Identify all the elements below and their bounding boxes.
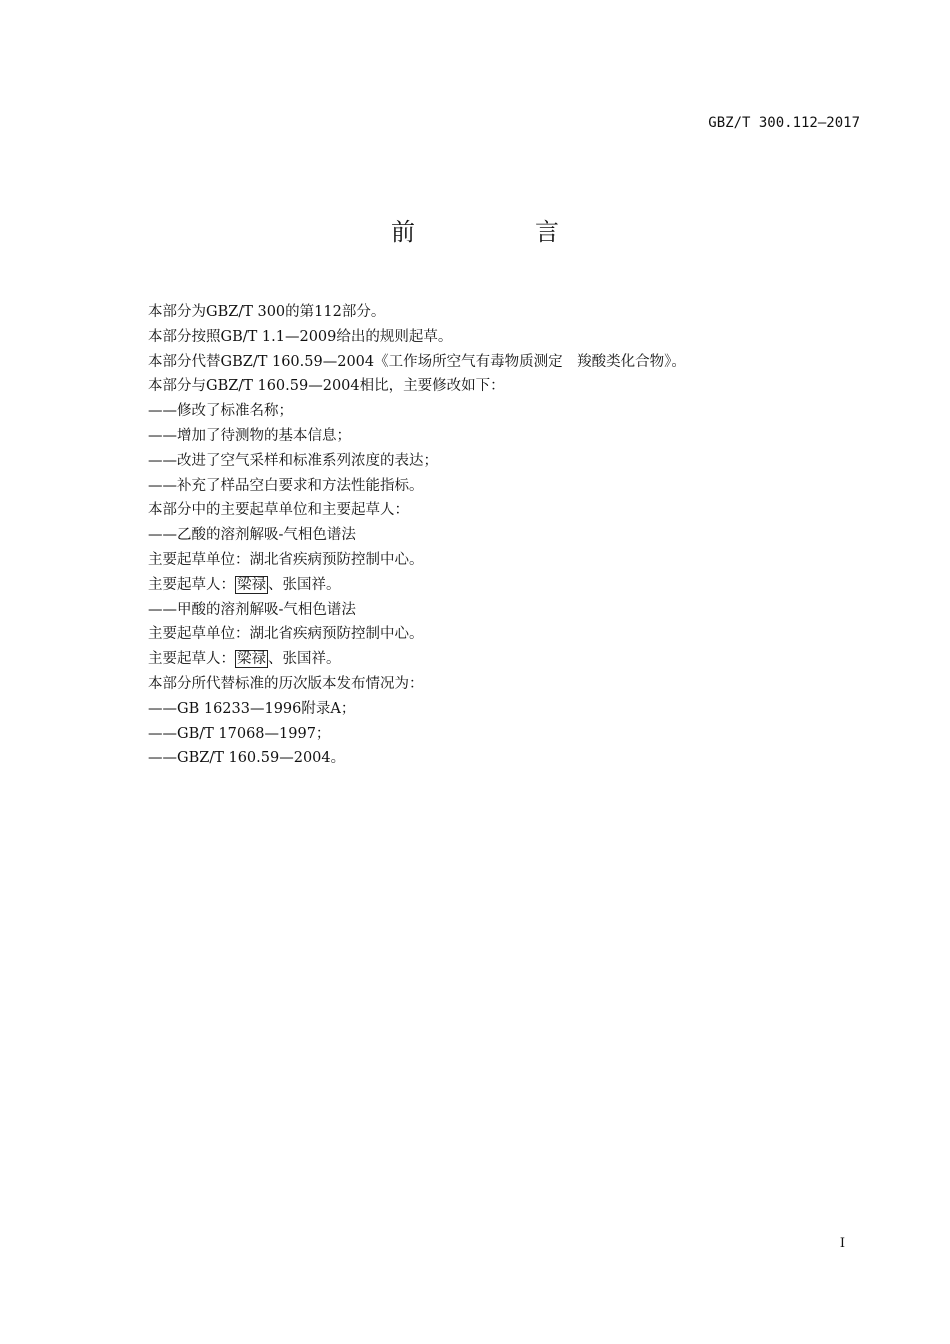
change-item: ——增加了待测物的基本信息； — [148, 427, 351, 444]
paragraph-line: 本部分为GBZ/T 300的第112部分。 — [148, 304, 386, 320]
drafters-prefix: 主要起草人： — [148, 576, 235, 593]
drafting-unit: 主要起草单位：湖北省疾病预防控制中心。 — [148, 626, 424, 643]
paragraph-line: 本部分所代替标准的历次版本发布情况为： — [148, 675, 424, 692]
drafters-line — [148, 647, 868, 672]
foreword-body — [148, 300, 868, 771]
drafters-prefix: 主要起草人： — [148, 651, 235, 668]
paragraph-line: 本部分按照GB/T 1.1—2009给出的规则起草。 — [148, 328, 453, 345]
page-number: I — [839, 1236, 845, 1251]
method-heading: ——甲酸的溶剂解吸-气相色谱法 — [148, 601, 356, 618]
change-item: ——修改了标准名称； — [148, 403, 293, 420]
version-item: ——GBZ/T 160.59—2004。 — [148, 750, 346, 767]
paragraph-line: 本部分代替GBZ/T 160.59—2004《工作场所空气有毒物质测定 羧酸类化合物》。 — [148, 353, 686, 370]
drafting-unit: 主要起草单位：湖北省疾病预防控制中心。 — [148, 551, 424, 568]
version-item: ——GB 16233—1996附录A； — [148, 700, 356, 717]
drafters-suffix: 、张国祥。 — [268, 651, 341, 668]
highlighted-name: 梁禄 — [237, 576, 266, 593]
paragraph-line: 本部分中的主要起草单位和主要起草人： — [148, 502, 409, 519]
page-title: 前 言 — [391, 218, 607, 246]
paragraph-line: 本部分与GBZ/T 160.59—2004相比，主要修改如下： — [148, 378, 505, 395]
drafters-line — [148, 573, 868, 598]
version-item: ——GB/T 17068—1997； — [148, 725, 331, 742]
change-item: ——改进了空气采样和标准系列浓度的表达； — [148, 452, 438, 469]
method-heading: ——乙酸的溶剂解吸-气相色谱法 — [148, 527, 356, 544]
highlighted-name: 梁禄 — [237, 651, 266, 668]
drafters-suffix: 、张国祥。 — [268, 576, 341, 593]
standard-code: GBZ/T 300.112—2017 — [708, 115, 860, 131]
change-item: ——补充了样品空白要求和方法性能指标。 — [148, 477, 424, 494]
